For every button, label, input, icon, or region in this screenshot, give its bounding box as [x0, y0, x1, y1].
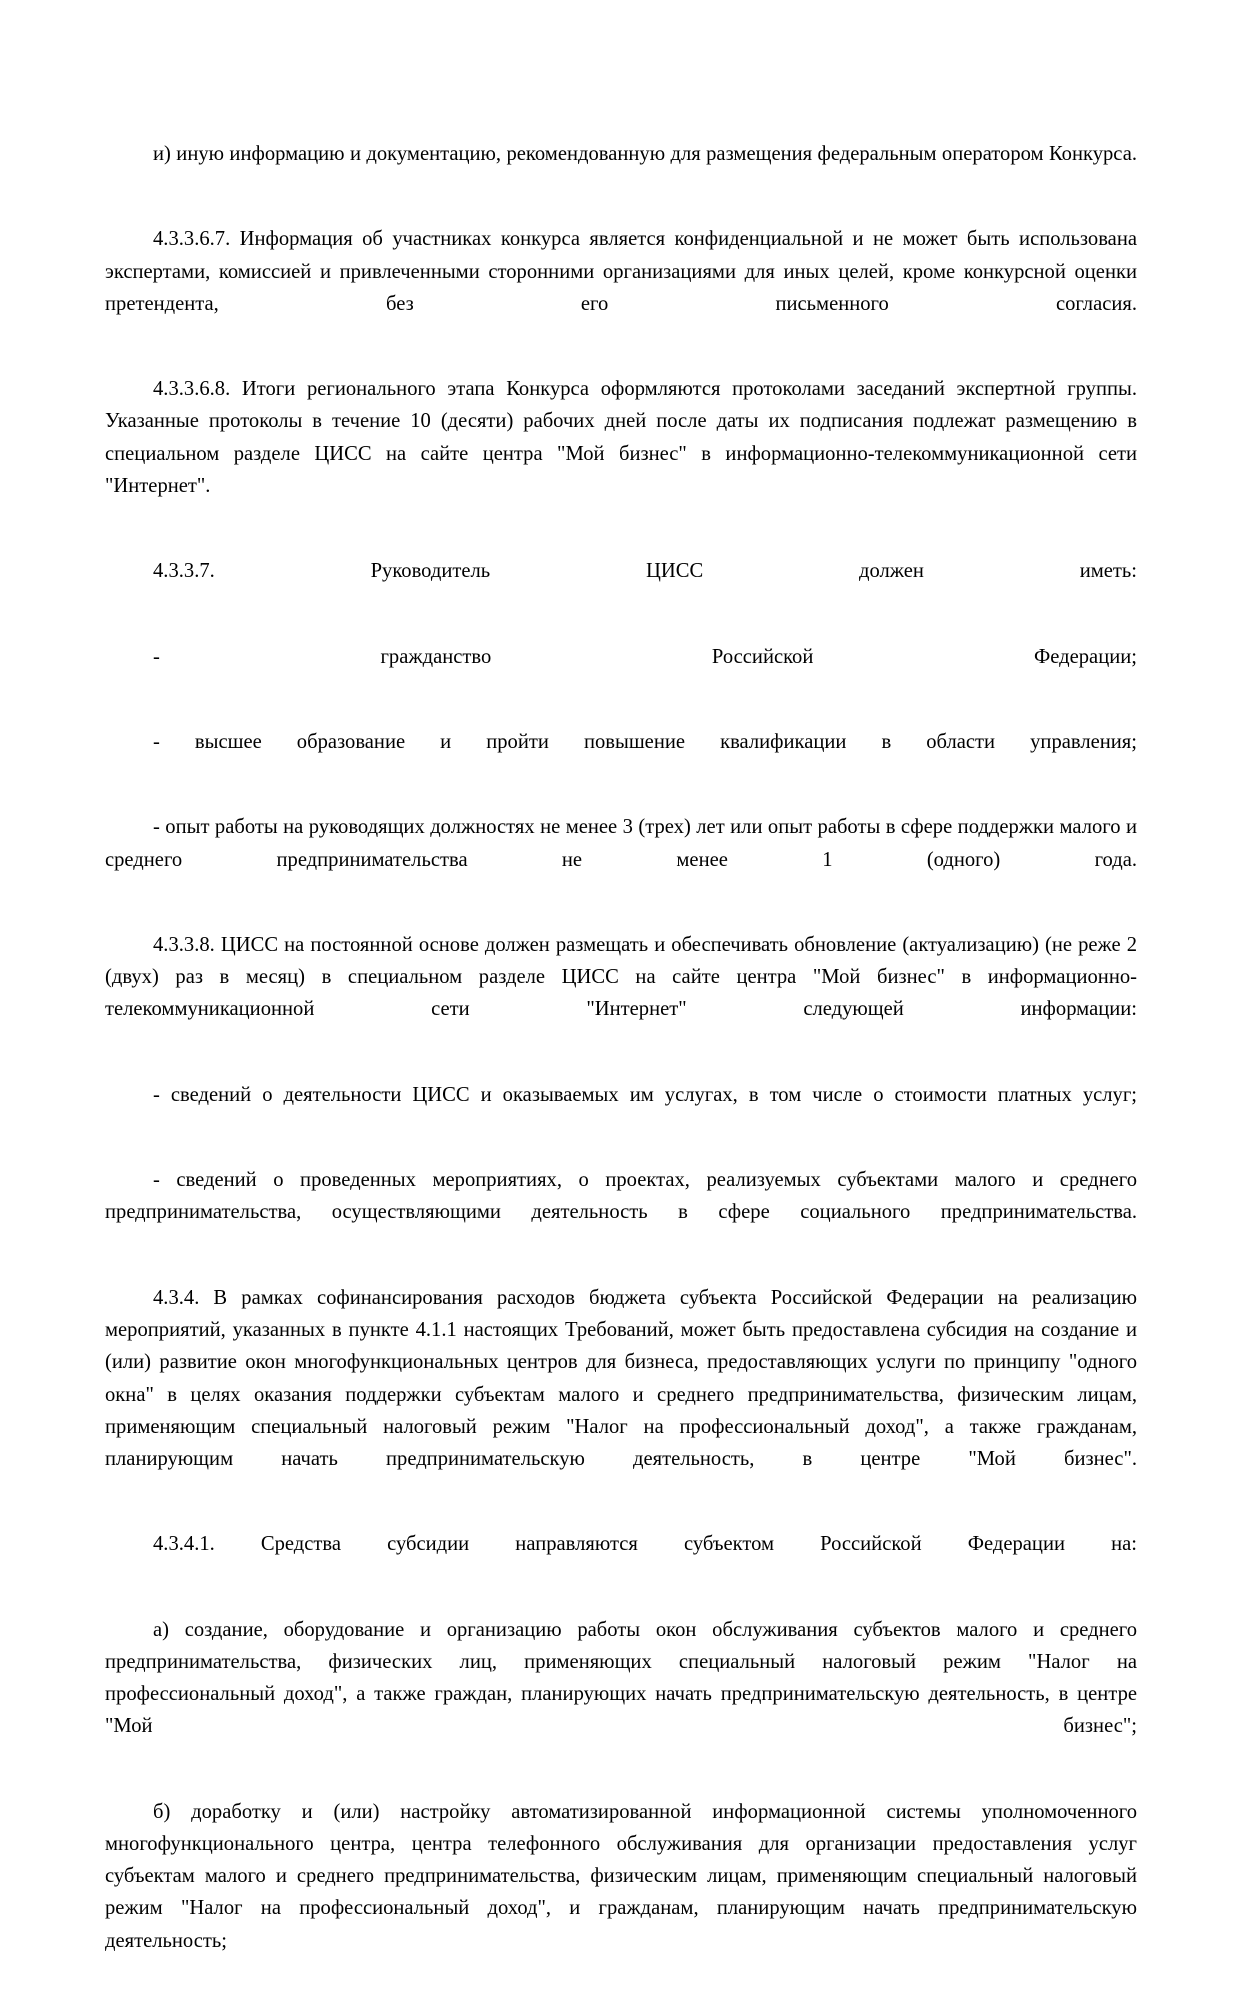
paragraph-item-i: и) иную информацию и документацию, рекомендованную для размещения федеральным оператором Конкурса. [153, 143, 1137, 165]
paragraph-item-b: б) доработку и (или) настройку автоматизированной информационной системы уполномоченного многофункционального центра, центра телефонного обслуживания для организации предоставления услуг субъектам малого и среднего предпринимательства, физическим лицам, применяющим специальный налоговый режим "Налог на профессиональный доход", и гражданам, планирующим начать предпринимательскую деятельность; [105, 1800, 1137, 1952]
paragraph-clause-4-3-3-6-8: 4.3.3.6.8. Итоги регионального этапа Конкурса оформляются протоколами заседаний экспертной группы. Указанные протоколы в течение 10 (десяти) рабочих дней после даты их подписания подлежат размещению в специальном разделе ЦИСС на сайте центра "Мой бизнес" в информационно-телекоммуникационной сети "Интернет". [105, 378, 1137, 497]
paragraph-dash-education: - высшее образование и пройти повышение квалификации в области управления; [153, 731, 1137, 754]
paragraph-clause-4-3-4-1: 4.3.4.1. Средства субсидии направляются субъектом Российской Федерации на: [153, 1533, 1137, 1556]
paragraph-clause-4-3-3-7: 4.3.3.7. Руководитель ЦИСС должен иметь: [153, 560, 1137, 583]
paragraph-dash-activity-info: - сведений о деятельности ЦИСС и оказываемых им услугах, в том числе о стоимости платных услуг; [153, 1083, 1137, 1106]
paragraph-clause-4-3-3-8: 4.3.3.8. ЦИСС на постоянной основе должен размещать и обеспечивать обновление (актуализацию) (не реже 2 (двух) раз в месяц) в специальном разделе ЦИСС на сайте центра "Мой бизнес" в информационно-телекоммуникационной сети "Интернет" следующей информации: [105, 934, 1137, 1021]
paragraph-dash-events-info: - сведений о проведенных мероприятиях, о проектах, реализуемых субъектами малого и среднего предпринимательства, осуществляющими деятельность в сфере социального предпринимательства. [105, 1169, 1137, 1224]
paragraph-item-a: а) создание, оборудование и организацию работы окон обслуживания субъектов малого и среднего предпринимательства, физических лиц, применяющих специальный налоговый режим "Налог на профессиональный доход", а также граждан, планирующих начать предпринимательскую деятельность, в центре "Мой бизнес"; [105, 1618, 1137, 1738]
document-body [105, 138, 1137, 1989]
paragraph-dash-citizenship: - гражданство Российской Федерации; [153, 645, 1137, 668]
paragraph-clause-4-3-4: 4.3.4. В рамках софинансирования расходов бюджета субъекта Российской Федерации на реализацию мероприятий, указанных в пункте 4.1.1 настоящих Требований, может быть предоставлена субсидия на создание и (или) развитие окон многофункциональных центров для бизнеса, предоставляющих услуги по принципу "одного окна" в целях оказания поддержки субъектам малого и среднего предпринимательства, физическим лицам, применяющим специальный налоговый режим "Налог на профессиональный доход", а также гражданам, планирующим начать предпринимательскую деятельность, в центре "Мой бизнес". [105, 1286, 1137, 1470]
paragraph-dash-experience: - опыт работы на руководящих должностях не менее 3 (трех) лет или опыт работы в сфере поддержки малого и среднего предпринимательства не менее 1 (одного) года. [105, 816, 1137, 871]
paragraph-clause-4-3-3-6-7: 4.3.3.6.7. Информация об участниках конкурса является конфиденциальной и не может быть использована экспертами, комиссией и привлеченными сторонними организациями для иных целей, кроме конкурсной оценки претендента, без его письменного согласия. [105, 228, 1137, 315]
